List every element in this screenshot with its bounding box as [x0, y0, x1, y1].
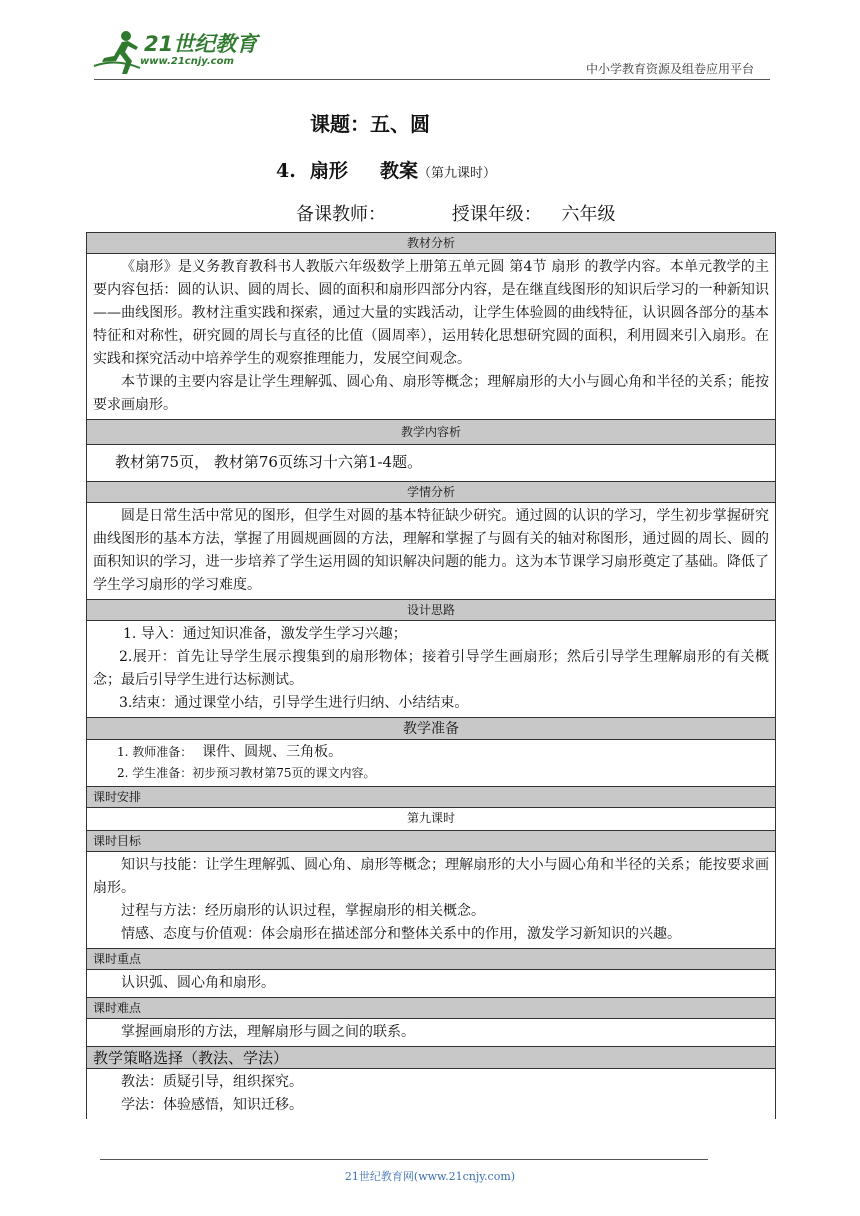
- lesson-kind: 教案: [379, 160, 418, 182]
- footer-link[interactable]: 21世纪教育网(www.21cnjy.com): [344, 1170, 516, 1183]
- students-text: 圆是日常生活中常见的图形，但学生对圆的基本特征缺少研究。通过圆的认识的学习，学生初步掌握研究曲线图形的基本方法，掌握了用圆规画圆的方法，理解和掌握了与圆有关的轴对称图形，通过圆的周长、圆的面积知识的学习，进一步培养了学生运用圆的知识解决问题的能力。这为本节课学习扇形奠定了基础。降低了学生学习扇形的学习难度。: [93, 508, 769, 593]
- difficulty-text: 掌握画扇形的方法，理解扇形与圆之间的联系。: [121, 1024, 415, 1040]
- logo-url: www.21cnjy.com: [140, 56, 234, 67]
- material-paragraph-1: 《扇形》是义务教育教科书人教版六年级数学上册第五单元圆 第4节 扇形 的教学内容。本单元教学的主要内容包括：圆的认识、圆的周长、圆的面积和扇形四部分内容，是在继直线图形的知识后学习的一种新知识——曲线图形。教材注重实践和探索，通过大量的实践活动，让学生体验圆的曲线特征，认识圆各部分的基本特征和对称性，研究圆的周长与直径的比值（圆周率），运用转化思想研究圆的面积，利用圆来引入扇形。在实践和探究活动中培养学生的观察推理能力，发展空间观念。: [93, 259, 769, 367]
- section-heading-strategy: 教学策略选择（教法、学法）: [87, 1047, 775, 1069]
- section-body-schedule: 第九课时: [87, 808, 775, 831]
- goal-1: 知识与技能：让学生理解弧、圆心角、扇形等概念；理解扇形的大小与圆心角和半径的关系；能按要求画扇形。: [93, 857, 769, 896]
- lesson-subtitle: [276, 156, 496, 183]
- section-body-students: [87, 503, 775, 600]
- section-body-prep: [87, 740, 775, 787]
- key-text: 认识弧、圆心角和扇形。: [121, 975, 275, 991]
- section-body-goals: [87, 852, 775, 949]
- section-heading-key: 课时重点: [87, 949, 775, 970]
- section-body-design: [87, 621, 775, 718]
- page-header: [0, 0, 860, 80]
- logo: [92, 28, 262, 78]
- page-title: 课题：五、圆: [310, 112, 430, 136]
- prep-item-1-label: 1. 教师准备：: [117, 745, 193, 759]
- section-body-material: [87, 254, 775, 420]
- lesson-topic: 扇形: [309, 160, 348, 182]
- section-heading-students: 学情分析: [87, 482, 775, 503]
- material-paragraph-2: 本节课的主要内容是让学生理解弧、圆心角、扇形等概念；理解扇形的大小与圆心角和半径的关系；能按要求画扇形。: [93, 374, 769, 413]
- strategy-teaching: 教法：质疑引导，组织探究。: [121, 1074, 303, 1090]
- content-text: 教材第75页， 教材第76页练习十六第1-4题。: [115, 453, 423, 471]
- grade-value: 六年级: [561, 204, 616, 225]
- runner-icon: [92, 28, 142, 78]
- section-body-content: [87, 445, 775, 482]
- strategy-learning: 学法：体验感悟，知识迁移。: [121, 1097, 303, 1113]
- lesson-number: 4.: [276, 160, 296, 182]
- lesson-session: （第九课时）: [417, 166, 496, 181]
- prep-item-1: [117, 742, 775, 763]
- section-heading-goals: 课时目标: [87, 831, 775, 852]
- goal-2: 过程与方法：经历扇形的认识过程，掌握扇形的相关概念。: [121, 903, 485, 919]
- design-item-3: 3.结束：通过课堂小结，引导学生进行归纳、小结结束。: [119, 695, 469, 711]
- section-heading-material: 教材分析: [87, 233, 775, 254]
- lesson-plan-table: [86, 232, 776, 1119]
- section-body-strategy: [87, 1069, 775, 1119]
- design-item-1: 1. 导入：通过知识准备，激发学生学习兴趣；: [123, 626, 407, 642]
- section-heading-design: 设计思路: [87, 600, 775, 621]
- section-body-difficulty: [87, 1019, 775, 1047]
- header-divider: [94, 79, 770, 80]
- section-heading-prep: 教学准备: [87, 718, 775, 740]
- section-body-key: [87, 970, 775, 998]
- goal-3: 情感、态度与价值观：体会扇形在描述部分和整体关系中的作用，激发学习新知识的兴趣。: [121, 926, 681, 942]
- footer-divider: [100, 1159, 708, 1160]
- section-heading-schedule: 课时安排: [87, 787, 775, 808]
- prep-item-1-value: 课件、圆规、三角板。: [202, 744, 343, 760]
- logo-text: 21世纪教育: [144, 32, 258, 56]
- platform-name: 中小学教育资源及组卷应用平台: [585, 62, 754, 76]
- section-heading-difficulty: 课时难点: [87, 998, 775, 1019]
- design-item-2: 2.展开：首先让导学生展示搜集到的扇形物体；接着引导学生画扇形；然后引导学生理解扇形的有关概念；最后引导学生进行达标测试。: [93, 649, 769, 688]
- grade-label: 授课年级：: [451, 204, 542, 225]
- teacher-label: 备课教师：: [296, 204, 386, 225]
- section-heading-content: 教学内容析: [87, 420, 775, 445]
- teacher-line: [296, 200, 615, 226]
- prep-item-2: 2. 学生准备：初步预习教材第75页的课文内容。: [117, 766, 376, 780]
